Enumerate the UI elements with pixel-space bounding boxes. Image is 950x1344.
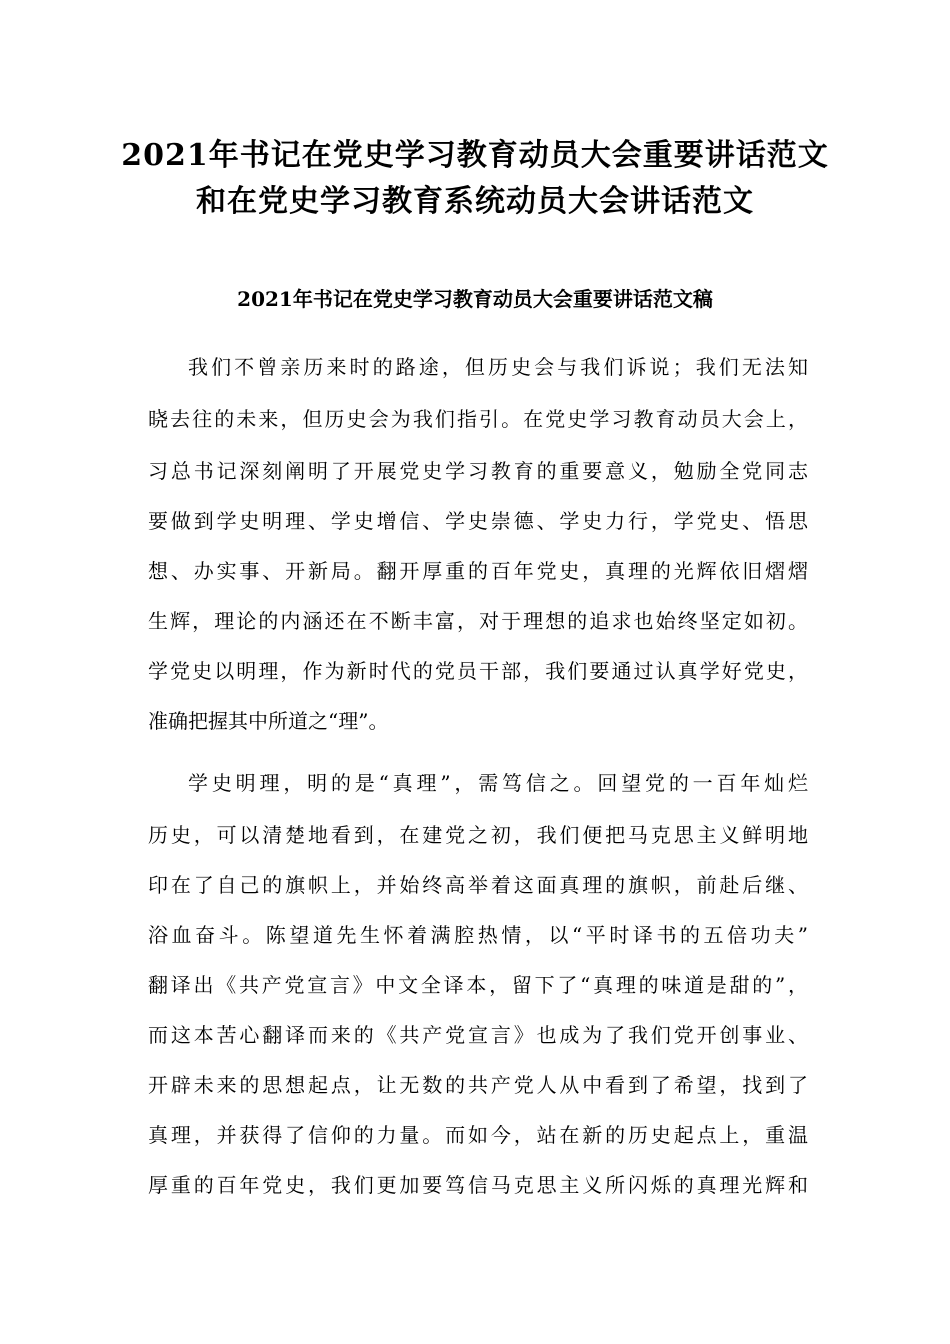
paragraph-line: 习总书记深刻阐明了开展党史学习教育的重要意义，勉励全党同志 bbox=[148, 459, 808, 483]
paragraph-line: 印在了自己的旗帜上，并始终高举着这面真理的旗帜，前赴后继、 bbox=[148, 873, 808, 897]
paragraph-line: 学史明理，明的是“真理”，需笃信之。回望党的一百年灿烂 bbox=[188, 771, 808, 795]
paragraph-line: 真理，并获得了信仰的力量。而如今，站在新的历史起点上，重温 bbox=[148, 1123, 808, 1147]
paragraph-line: 浴血奋斗。陈望道先生怀着满腔热情，以“平时译书的五倍功夫” bbox=[148, 923, 808, 947]
paragraph-line: 要做到学史明理、学史增信、学史崇德、学史力行，学党史、悟思 bbox=[148, 509, 808, 533]
paragraph-line: 准确把握其中所道之“理”。 bbox=[148, 709, 389, 733]
paragraph-line: 生辉，理论的内涵还在不断丰富，对于理想的追求也始终坚定如初。 bbox=[148, 609, 808, 633]
section-heading: 2021年书记在党史学习教育动员大会重要讲话范文稿 bbox=[237, 287, 713, 311]
document-title-line-2: 和在党史学习教育系统动员大会讲话范文 bbox=[196, 184, 754, 219]
paragraph-line: 厚重的百年党史，我们更加要笃信马克思主义所闪烁的真理光辉和 bbox=[148, 1173, 808, 1197]
document-title-line-1: 2021年书记在党史学习教育动员大会重要讲话范文 bbox=[121, 138, 829, 173]
paragraph-line: 我们不曾亲历来时的路途，但历史会与我们诉说；我们无法知 bbox=[188, 355, 808, 379]
paragraph-line: 历史，可以清楚地看到，在建党之初，我们便把马克思主义鲜明地 bbox=[148, 823, 808, 847]
paragraph-line: 学党史以明理，作为新时代的党员干部，我们要通过认真学好党史， bbox=[148, 659, 808, 683]
paragraph-line: 翻译出《共产党宣言》中文全译本，留下了“真理的味道是甜的”， bbox=[148, 973, 808, 997]
paragraph-line: 开辟未来的思想起点，让无数的共产党人从中看到了希望，找到了 bbox=[148, 1073, 808, 1097]
paragraph-line: 想、办实事、开新局。翻开厚重的百年党史，真理的光辉依旧熠熠 bbox=[148, 559, 808, 583]
paragraph-line: 而这本苦心翻译而来的《共产党宣言》也成为了我们党开创事业、 bbox=[148, 1023, 808, 1047]
paragraph-line: 晓去往的未来，但历史会为我们指引。在党史学习教育动员大会上， bbox=[148, 407, 808, 431]
